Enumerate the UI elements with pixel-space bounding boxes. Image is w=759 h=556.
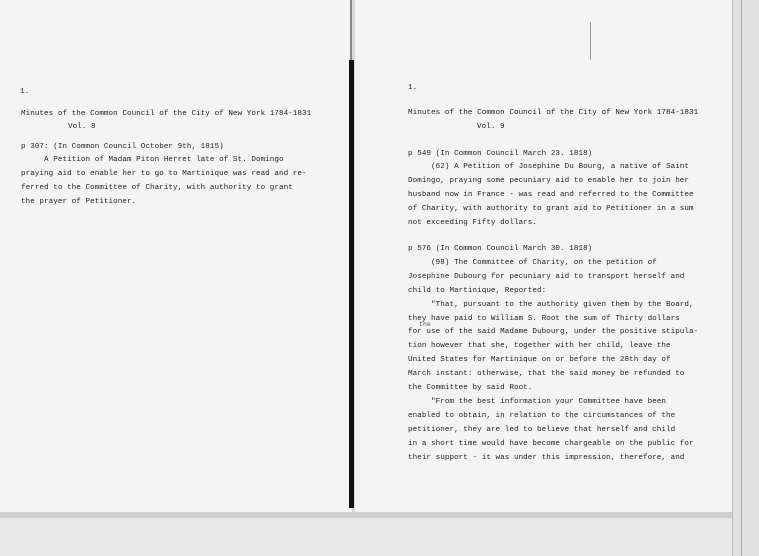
scan-right-edge bbox=[732, 0, 759, 556]
right-page-number: 1. bbox=[408, 84, 418, 92]
right-line: (62) A Petition of Josephine Du Bourg, a native of Saint bbox=[408, 163, 690, 171]
right-volume: Vol. 9 bbox=[477, 123, 505, 131]
right-line: not exceeding Fifty dollars. bbox=[408, 219, 537, 227]
right-line: for use of the said Madame Dubourg, under the positive stipula- bbox=[408, 328, 699, 336]
right-line: "From the best information your Committee have been bbox=[408, 398, 666, 406]
left-entry-ref: p 307: (In Common Council October 9th, 1815) bbox=[21, 143, 224, 151]
left-page bbox=[0, 0, 352, 512]
right-line: they have paid to William S. Root the sum of Thirty dollars bbox=[408, 315, 680, 323]
right-line: "That, pursuant to the authority given them by the Board, bbox=[408, 301, 694, 309]
right-line: United States for Martinique on or before the 28th day of bbox=[408, 356, 671, 364]
right-line: March instant: otherwise, that the said money be refunded to bbox=[408, 370, 685, 378]
right-line: (98) The Committee of Charity, on the petition of bbox=[408, 259, 657, 267]
right-line: of Charity, with authority to grant aid to Petitioner in a sum bbox=[408, 205, 694, 213]
left-line: praying aid to enable her to go to Martinique was read and re- bbox=[21, 170, 307, 178]
right-line: enabled to obtain, in relation to the circumstances of the bbox=[408, 412, 676, 420]
right-line: Domingo, praying some pecuniary aid to enable her to join her bbox=[408, 177, 690, 185]
right-heading: Minutes of the Common Council of the City of New York 1784-1831 bbox=[408, 109, 699, 117]
right-line: husband now in France - was read and referred to the Committee bbox=[408, 191, 694, 199]
right-entry2-ref: p 576 (In Common Council March 30. 1818) bbox=[408, 245, 593, 253]
right-line: child to Martinique, Reported: bbox=[408, 287, 547, 295]
left-line: the prayer of Petitioner. bbox=[21, 198, 137, 206]
left-line: A Petition of Madam Piton Herret late of St. Domingo bbox=[21, 156, 284, 164]
right-line: the Committee by said Root. bbox=[408, 384, 533, 392]
binding-gutter bbox=[349, 60, 354, 508]
right-entry1-ref: p 549 (In Common Council March 23. 1818) bbox=[408, 150, 593, 158]
handwritten-insertion: the bbox=[419, 321, 431, 328]
binding-line bbox=[350, 0, 352, 60]
scan-bottom-paper bbox=[0, 518, 732, 556]
left-page-number: 1. bbox=[20, 88, 30, 96]
right-page bbox=[355, 0, 732, 512]
right-line: Josephine Dubourg for pecuniary aid to transport herself and bbox=[408, 273, 685, 281]
scan-mark bbox=[590, 22, 591, 60]
right-line: in a short time would have become chargeable on the public for bbox=[408, 440, 694, 448]
left-volume: Vol. 8 bbox=[68, 123, 96, 131]
left-line: ferred to the Committee of Charity, with authority to grant bbox=[21, 184, 293, 192]
right-line: petitioner, they are led to believe that herself and child bbox=[408, 426, 676, 434]
left-heading: Minutes of the Common Council of the City of New York 1784-1831 bbox=[21, 110, 312, 118]
right-line: their support - it was under this impression, therefore, and bbox=[408, 454, 685, 462]
right-line: tion however that she, together with her child, leave the bbox=[408, 342, 671, 350]
